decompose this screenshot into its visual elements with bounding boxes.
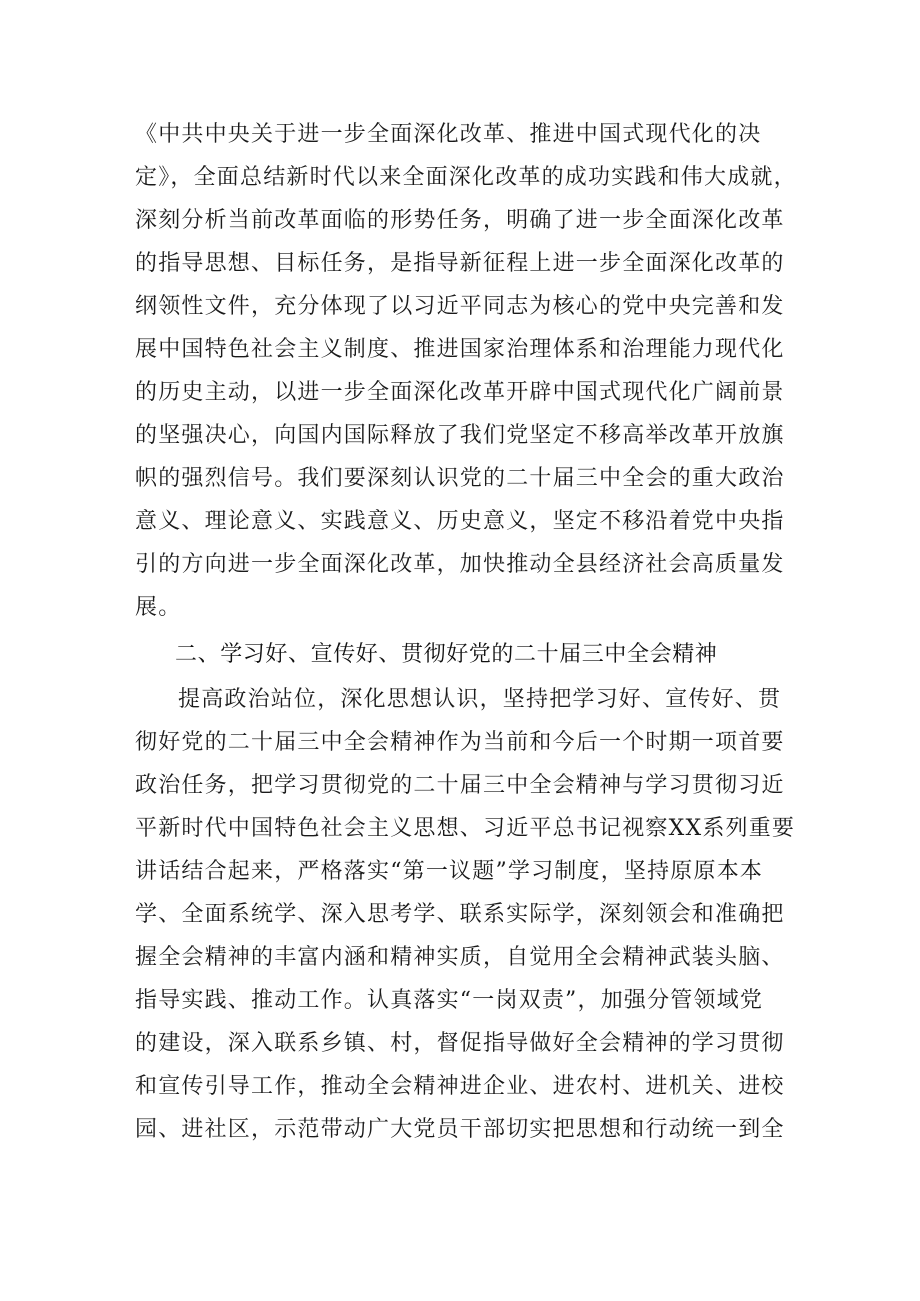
text-line: 指导实践、推动工作。认真落实“一岗双责”，加强分管领域党 — [135, 988, 764, 1013]
text-line: 纲领性文件，充分体现了以习近平同志为核心的党中央完善和发 — [135, 294, 785, 319]
text-line: 的坚强决心，向国内国际释放了我们党坚定不移高举改革开放旗 — [135, 423, 785, 448]
text-line: 学、全面系统学、深入思考学、联系实际学，深刻领会和准确把 — [135, 902, 785, 927]
text-line: 的历史主动，以进一步全面深化改革开辟中国式现代化广阔前景 — [135, 380, 785, 405]
text-line: 园、进社区，示范带动广大党员干部切实把思想和行动统一到全 — [135, 1117, 785, 1142]
text-line: 讲话结合起来，严格落实“第一议题”学习制度，坚持原原本本 — [135, 859, 764, 884]
text-line: 握全会精神的丰富内涵和精神实质，自觉用全会精神武装头脑、 — [135, 945, 785, 970]
text-line: 展中国特色社会主义制度、推进国家治理体系和治理能力现代化 — [135, 337, 785, 362]
text-line: 彻好党的二十届三中全会精神作为当前和今后一个时期一项首要 — [135, 730, 785, 755]
text-line: 意义、理论意义、实践意义、历史意义，坚定不移沿着党中央指 — [135, 509, 785, 534]
text-line: 平新时代中国特色社会主义思想、习近平总书记视察XX系列重要 — [135, 816, 796, 841]
text-line: 展。 — [135, 595, 182, 620]
text-line: 提高政治站位，深化思想认识，坚持把学习好、宣传好、贯 — [178, 687, 782, 712]
text-line: 的指导思想、目标任务，是指导新征程上进一步全面深化改革的 — [135, 251, 785, 276]
text-line: 政治任务，把学习贯彻党的二十届三中全会精神与学习贯彻习近 — [135, 773, 785, 798]
text-line: 深刻分析当前改革面临的形势任务，明确了进一步全面深化改革 — [135, 208, 785, 233]
text-line: 帜的强烈信号。我们要深刻认识党的二十届三中全会的重大政治 — [135, 466, 785, 491]
text-line: 《中共中央关于进一步全面深化改革、推进中国式现代化的决 — [135, 122, 762, 147]
text-line: 的建设，深入联系乡镇、村，督促指导做好全会精神的学习贯彻 — [135, 1031, 785, 1056]
text-line: 定》，全面总结新时代以来全面深化改革的成功实践和伟大成就， — [135, 165, 797, 190]
section-heading: 二、学习好、宣传好、贯彻好党的二十届三中全会精神 — [175, 642, 718, 667]
text-line: 引的方向进一步全面深化改革，加快推动全县经济社会高质量发 — [135, 552, 785, 577]
text-line: 和宣传引导工作，推动全会精神进企业、进农村、进机关、进校 — [135, 1074, 785, 1099]
